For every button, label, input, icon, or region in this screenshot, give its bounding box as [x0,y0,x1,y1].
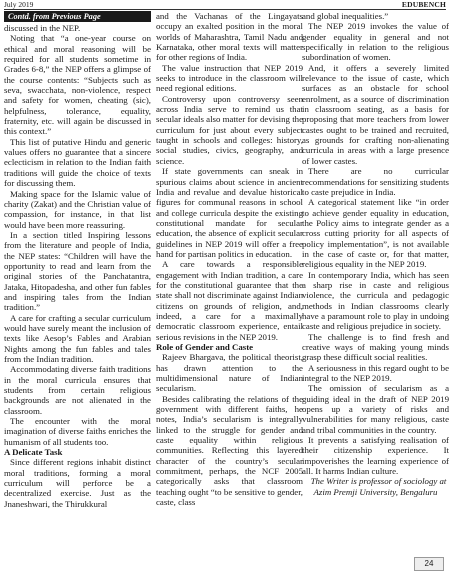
page-number: 24 [414,557,444,571]
paragraph: Besides calibrating the relations of the government with different faiths, he notes, India’s secularism is integrally linked to the struggle for gender and caste equality within religious communities. Reflecting this layered character of the country’s secular commitment, perhaps, the NCF 2005 categorically asks that classroom teaching ought “to be sensitive to gender, caste, class [156,393,303,508]
magazine-name: EDUBENCH [401,0,446,9]
issue-date: July 2019 [4,0,34,9]
column-1 [4,11,151,561]
paragraph: This list of putative Hindu and generic values offers no guarantee that a sincere eclecticism in relation to the Indian faith traditions will guide the choice of texts for discussing them. [4,136,151,189]
paragraph: The encounter with the moral imagination of diverse faiths enriches the humanism of all students too. [4,416,151,447]
paragraph: It prevents a satisfying realisation of their citizenship experience. It impoverishes the learning experience of all. It harms Indian culture. [302,435,449,477]
paragraph: The challenge is to find fresh and creative ways of making young minds grasp these difficult social realities. [302,331,449,363]
paragraph: discussed in the NEP. [4,23,81,33]
paragraph: and global inequalities.” [302,11,389,21]
column-2 [156,11,303,561]
paragraph: Making space for the Islamic value of charity (Zakat) and the Christian value of compassion, for instance, in that list would have been more reassuring. [4,188,151,230]
paragraph: A categorical statement like “in order to achieve gender equality in education, the Policy aims to integrate gender as a cross cutting priority for all aspects of policy implementation”, is not available in the case of caste or, for that matter, religious equality in the NEP 2019. [302,197,449,270]
paragraph: and the Vachanas of the Lingayats occupy an exalted position in the moral worlds of Maharashtra, Tamil Nadu and Karnataka, other moral texts will matter for other regions of India. [156,11,303,63]
paragraph: A seriousness in this regard ought to be integral to the NEP 2019. [302,362,449,384]
paragraph: A care for crafting a secular curriculum would have surely meant the inclusion of texts like Aesop’s Fables and Arabian Nights among the fun fables and tales from the Indian tradition. [4,312,151,364]
paragraph: The NEP 2019 invokes the value of gender equality in general and not specifically in relation to the religious subordination of women. [302,21,449,63]
page-header [4,0,446,9]
paragraph: The omission of secularism as a guiding ideal in the draft of NEP 2019 opens up a variety of risks and vulnerabilities for many religious, caste and tribal communities in the country. [302,383,449,435]
paragraph: The value instruction that NEP 2019 seeks to introduce in the classroom will need regional editions. [156,62,303,94]
paragraph: And, it offers a severely limited relevance to the issue of caste, which surfaces as an obstacle for school enrolment, as a source of discrimination in classroom seating, as a basis for proposing that more teachers from lower castes ought to be trained and recruited, as grounds for crafting non-alienating curricula in areas with a large presence of lower castes. [302,62,449,166]
paragraph: A care towards a responsible engagement with Indian tradition, a care for the constitutional guarantee that the state shall not discriminate against Indian citizens on grounds of religion, and, indeed, a care for a maximally democratic classroom experience, entail serious revisions in the NEP 2019. [156,259,303,342]
column-3 [302,11,449,561]
section-subhead: Role of Gender and Caste [156,342,254,352]
author-credit: The Writer is professor of sociology at Azim Premji University, Bengaluru [310,476,447,497]
continued-banner: Contd. from Previous Page [4,11,151,22]
paragraph: Noting that “a one-year course on ethical and moral reasoning will be required for all students sometime in Grades 6-8,” the NEP offers a glimpse of the course contents: “Subjects such as seva, swacchata, non-violence, respect and safety for women, cheating (sic), helpfulness, tolerance, equality, fraternity, etc. will again be discussed in this context.” [4,33,151,137]
paragraph: If state governments can sneak in spurious claims about science in ancient India and revalue and devalue historical figures for communal reasons in school and college curricula despite the existing constitutional mandate for secular education, the absence of explicit secular guidelines in NEP 2019 will offer a free hand for partisan politics in education. [156,166,303,259]
paragraph: In contemporary India, which has seen a sharp rise in caste and religious violence, the curricula and pedagogic methods in Indian classrooms clearly have a paramount role to play in undoing caste and religious prejudice in society. [302,269,449,332]
paragraph: There are no curricular recommendations for sensitizing students to caste prejudice in India. [302,166,449,197]
header-rule [4,9,446,10]
paragraph: Since different regions inhabit distinct moral traditions, forming a moral curriculum will perforce be a decentralized exercise. Just as the Jnaneshwari, the Thirukkural [4,457,151,509]
paragraph: Controversy upon controversy seen across India serve to remind us that secular ideals also matter for devising the curriculum for just about every subject taught in schools and colleges: history, social studies, civics, geography, and science. [156,93,303,166]
section-subhead: A Delicate Task [4,447,63,458]
paragraph: In a section titled Inspiring lessons from the literature and people of India, the NEP states: “Children will have the opportunity to read and learn from the original stories of the Panchatantra, Jataka, Hitopadesha, and other fun fables and inspiring tales from the Indian tradition.” [4,229,151,313]
paragraph: Rajeev Bhargava, the political theorist, has drawn attention to the multidimensional nature of Indian secularism. [156,352,303,394]
paragraph: Accommodating diverse faith traditions in the moral curricula ensures that students from certain religious backgrounds are not alienated in the classroom. [4,364,151,416]
